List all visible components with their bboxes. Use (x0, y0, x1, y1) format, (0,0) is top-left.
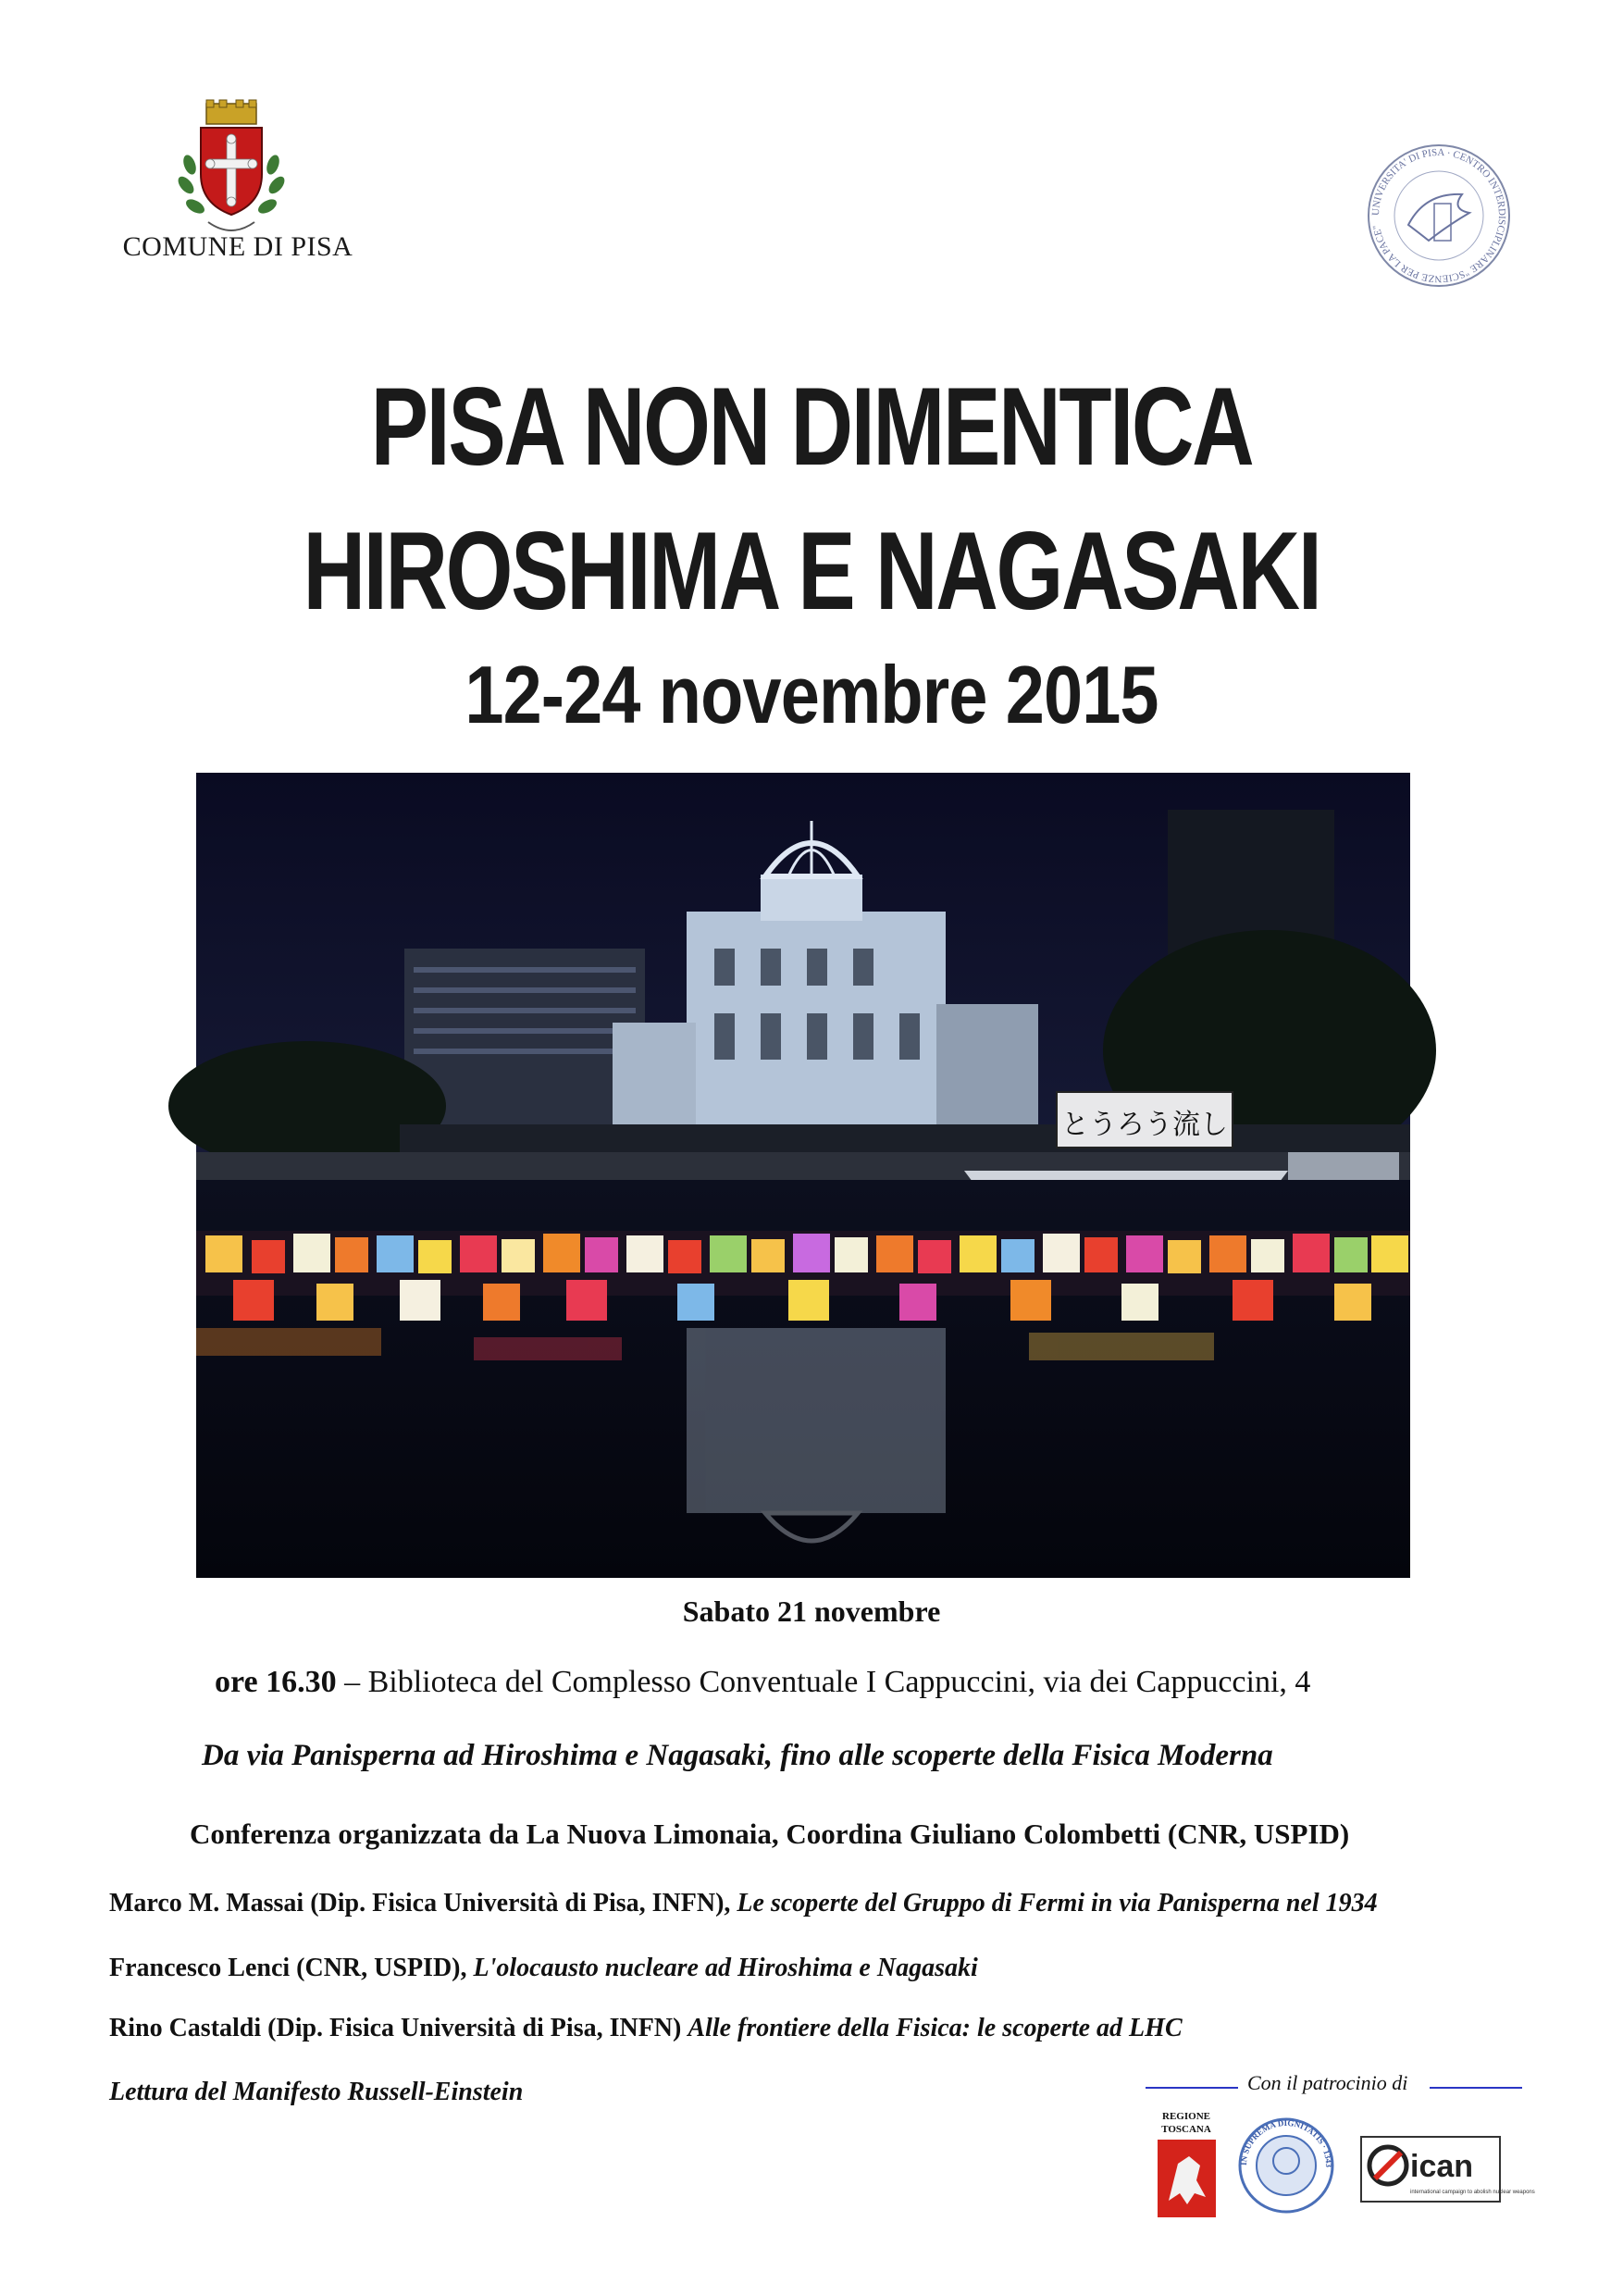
dignitatis-text: IN SUPREMA DIGNITATIS · 1343 (1238, 2117, 1334, 2167)
event-date: Sabato 21 novembre (682, 1595, 941, 1628)
speaker-name: Marco M. Massai (Dip. Fisica Università di Pisa, INFN), (109, 1889, 737, 1917)
speaker-name: Francesco Lenci (CNR, USPID), (109, 1954, 474, 1982)
title-line-1: PISA NON DIMENTICA (370, 365, 1253, 489)
speaker-row (109, 1888, 1378, 1919)
pisa-coat-of-arms-logo (171, 100, 291, 248)
comune-di-pisa-label: COMUNE DI PISA (122, 231, 353, 262)
event-time: ore 16.30 (215, 1665, 337, 1699)
ican-logo (1360, 2136, 1535, 2203)
event-location: – Biblioteca del Complesso Conventuale I Cappuccini, via dei Cappuccini, 4 (336, 1665, 1311, 1699)
speaker-topic: Alle frontiere della Fisica: le scoperte ad LHC (688, 2014, 1183, 2042)
manifesto-reading: Lettura del Manifesto Russell-Einstein (109, 2078, 524, 2106)
ican-subtitle: international campaign to abolish nuclear weapons (1410, 2190, 1535, 2195)
hiroshima-lantern-photo (196, 773, 1410, 1578)
patronage-divider-right (1430, 2087, 1522, 2089)
patronage-divider-left (1146, 2087, 1238, 2089)
speaker-topic: L'olocausto nucleare ad Hiroshima e Nagasaki (473, 1954, 978, 1982)
speaker-name: Rino Castaldi (Dip. Fisica Università di Pisa, INFN) (109, 2014, 688, 2042)
title-dates: 12-24 novembre 2015 (465, 649, 1158, 740)
toscana-label: TOSCANA (1161, 2124, 1211, 2135)
in-suprema-dignitatis-seal-logo (1235, 2115, 1337, 2216)
regione-label: REGIONE (1162, 2111, 1210, 2122)
event-time-location (215, 1664, 1310, 1702)
speaker-topic: Le scoperte del Gruppo di Fermi in via Panisperna nel 1934 (737, 1889, 1378, 1917)
speaker-row (109, 2013, 1183, 2044)
svg-text:UNIVERSITA' DI PISA · CENTRO I (1370, 147, 1507, 284)
university-peace-center-seal-logo (1351, 137, 1527, 294)
conference-organizer: Conferenza organizzata da La Nuova Limonaia, Coordina Giuliano Colombetti (CNR, USPID) (190, 1818, 1350, 1850)
event-subtitle: Da via Panisperna ad Hiroshima e Nagasaki, fino alle scoperte della Fisica Moderna (202, 1739, 1273, 1772)
seal-text: UNIVERSITA' DI PISA · CENTRO INTERDISCIPLINARE "SCIENZE PER LA PACE" (1369, 146, 1508, 285)
patronage-label: Con il patrocinio di (1247, 2071, 1408, 2094)
title-line-2: HIROSHIMA E NAGASAKI (303, 509, 1320, 633)
regione-toscana-logo (1152, 2108, 1221, 2219)
speaker-row (109, 1953, 978, 1984)
boat-banner-text: とうろう流し (1061, 1109, 1228, 1141)
ican-word: ican (1410, 2149, 1474, 2184)
